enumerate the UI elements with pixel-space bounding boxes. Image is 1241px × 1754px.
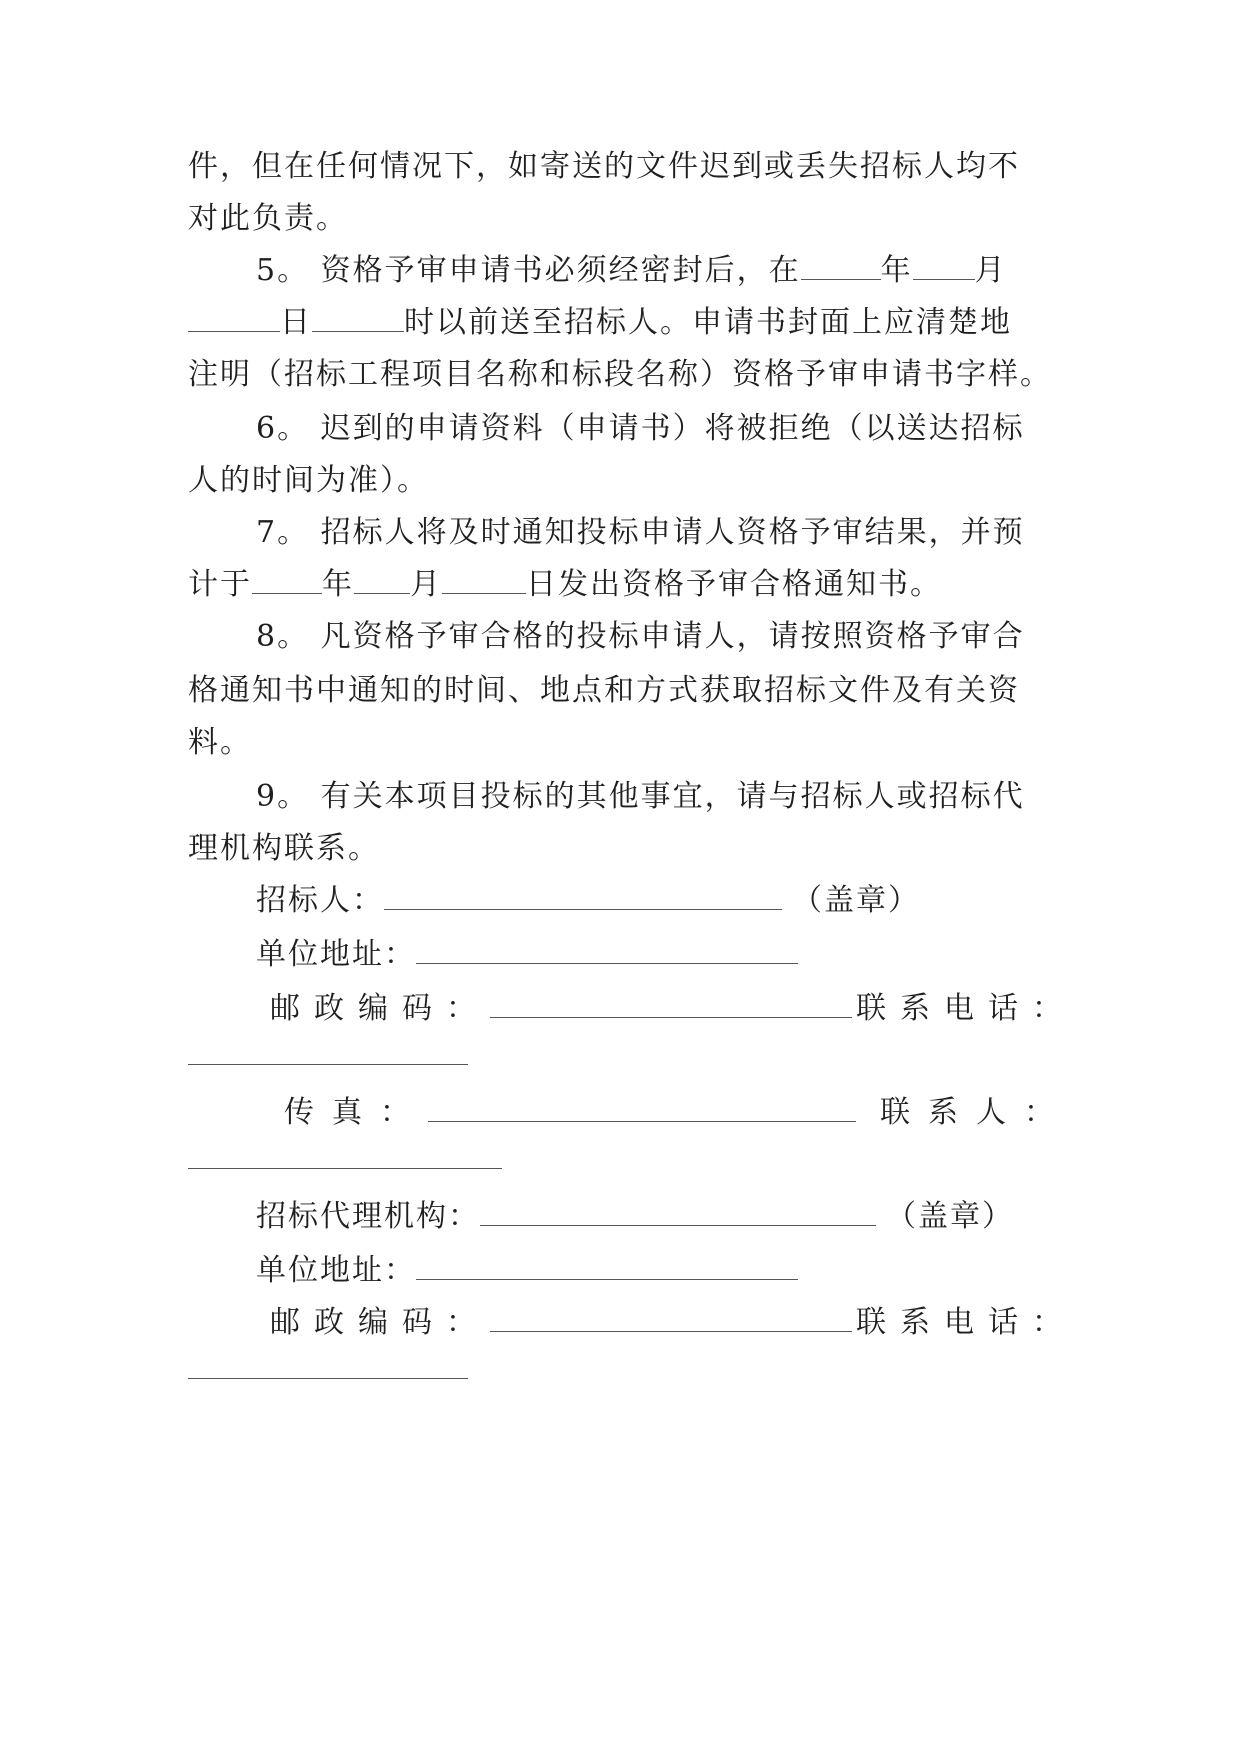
seal-label: （盖章） (792, 883, 920, 918)
month-label: 月 (410, 567, 442, 602)
tenderer-postcode-row (270, 988, 852, 1030)
postcode-blank (490, 991, 852, 1018)
tenderer-name-row (256, 880, 920, 922)
phone-blank (188, 1378, 468, 1379)
tenderer-fax-row (284, 1092, 856, 1134)
paragraph-text: 5。 资格予审申请书必须经密封后，在 (256, 253, 801, 288)
hour-blank (312, 305, 404, 332)
agency-name-row (256, 1196, 1014, 1238)
year-blank (252, 567, 322, 594)
paragraph-5-line-2 (188, 302, 1012, 344)
paragraph-line: 6。 迟到的申请资料（申请书）将被拒绝（以送达招标 (256, 411, 1025, 446)
paragraph-line: 件，但在任何情况下，如寄送的文件迟到或丢失招标人均不 (188, 149, 1020, 184)
postcode-label: 邮政编码： (270, 991, 490, 1026)
month-label: 月 (974, 253, 1007, 288)
address-label: 单位地址： (256, 937, 416, 972)
agency-postcode-row (270, 1302, 852, 1344)
postcode-label: 邮政编码： (270, 1305, 490, 1340)
tenderer-address-row (256, 934, 798, 976)
agency-phone-label-row (856, 1302, 1076, 1344)
tenderer-phone-label-row (856, 988, 1076, 1030)
paragraph-line: 9。 有关本项目投标的其他事宜，请与招标人或招标代 (256, 779, 1025, 814)
paragraph-line: 对此负责。 (188, 201, 348, 236)
seal-label: （盖章） (886, 1199, 1014, 1234)
paragraph-5-line-1 (256, 250, 1007, 292)
month-blank (913, 253, 975, 280)
paragraph-text: 计于 (188, 567, 252, 602)
paragraph-text: 时以前送至招标人。申请书封面上应清楚地 (404, 305, 1012, 340)
contact-blank (188, 1168, 502, 1169)
year-label: 年 (322, 567, 354, 602)
paragraph-line: 7。 招标人将及时通知投标申请人资格予审结果，并预 (256, 515, 1025, 550)
phone-label: 联系电话： (856, 991, 1076, 1026)
paragraph-line: 人的时间为准）。 (188, 463, 429, 498)
agency-address-row (256, 1250, 798, 1292)
paragraph-line: 注明（招标工程项目名称和标段名称）资格予审申请书字样。 (188, 357, 1052, 392)
day-blank (188, 305, 280, 332)
fax-label: 传真： (284, 1095, 428, 1130)
address-label: 单位地址： (256, 1253, 416, 1288)
postcode-blank (490, 1305, 852, 1332)
paragraph-line: 料。 (188, 725, 252, 760)
paragraph-line: 格通知书中通知的时间、地点和方式获取招标文件及有关资 (188, 673, 1020, 708)
fax-blank (428, 1095, 856, 1122)
tenderer-name-label: 招标人： (256, 883, 384, 918)
phone-label: 联系电话： (856, 1305, 1076, 1340)
paragraph-line: 理机构联系。 (188, 831, 380, 866)
paragraph-text: 日发出资格予审合格通知书。 (526, 567, 942, 602)
tenderer-name-blank (384, 883, 782, 910)
year-label: 年 (880, 253, 913, 288)
address-blank (416, 1253, 798, 1280)
day-blank (442, 567, 526, 594)
address-blank (416, 937, 798, 964)
day-label: 日 (280, 305, 312, 340)
paragraph-line: 8。 凡资格予审合格的投标申请人，请按照资格予审合 (256, 619, 1025, 654)
year-blank (801, 253, 881, 280)
contact-label: 联系人： (880, 1095, 1072, 1130)
phone-blank (188, 1064, 468, 1065)
agency-name-blank (480, 1199, 876, 1226)
agency-name-label: 招标代理机构： (256, 1199, 480, 1234)
paragraph-7-line-2 (188, 564, 942, 606)
tenderer-contact-label-row (880, 1092, 1072, 1134)
month-blank (354, 567, 410, 594)
